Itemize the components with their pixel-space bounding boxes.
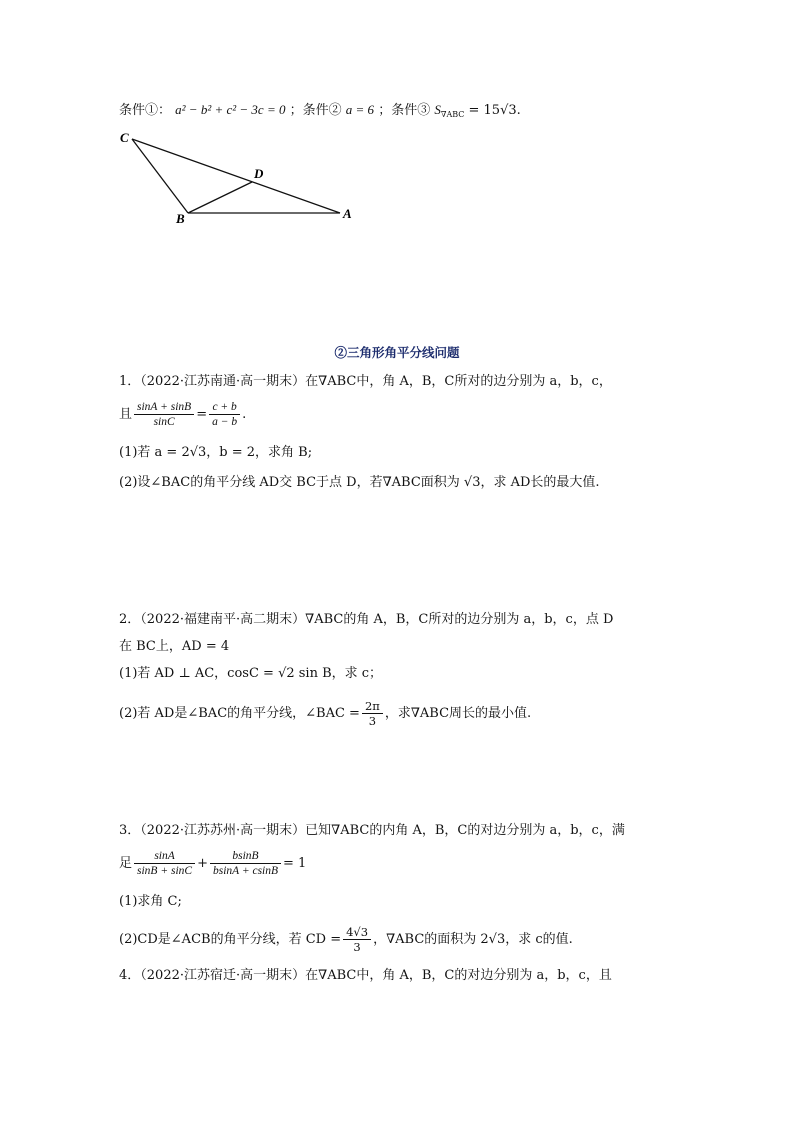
- equals-sign: =: [196, 407, 208, 422]
- problem-2-part-2: [119, 699, 531, 728]
- segment-BD: [188, 182, 252, 213]
- condition-1-expr: a² − b² + c² − 3c = 0: [175, 102, 286, 117]
- problem-2-line-2: 在 BC上，AD = 4: [119, 639, 230, 654]
- triangle-figure: [110, 125, 370, 235]
- condition-3-subscript: ∇ABC: [440, 110, 465, 119]
- fraction-denominator: a − b: [212, 416, 238, 428]
- fraction-denominator: 3: [353, 940, 361, 954]
- fraction-numerator: 2π: [362, 699, 383, 714]
- fraction-denominator: 3: [368, 714, 377, 728]
- problem-3-line-1: 3．（2022·江苏苏州·高一期末）已知∇ABC的内角 A，B，C的对边分别为 a，b，c，满: [119, 823, 625, 838]
- problem-1-fraction-left: [134, 400, 194, 429]
- problem-2-part-2-text: (2)若 AD是∠BAC的角平分线，∠BAC =: [119, 706, 360, 721]
- segment-CA: [132, 139, 340, 213]
- vertex-label-B: B: [176, 211, 185, 226]
- problem-3-zu: 足: [119, 856, 133, 871]
- problem-1-line-1: 1．（2022·江苏南通·高一期末）在∇ABC中，角 A，B，C所对的边分别为 a，b，c，: [119, 374, 612, 389]
- fraction-denominator: sinC: [153, 416, 175, 428]
- condition-sep-2: ；条件③: [378, 103, 431, 118]
- period: .: [242, 407, 247, 422]
- fraction-numerator: 4√3: [343, 925, 371, 940]
- fraction-denominator: bsinA + csinB: [212, 865, 279, 877]
- condition-3-value: = 15√3: [464, 103, 517, 118]
- problem-3-part-2: [119, 925, 573, 954]
- condition-sep-1: ；条件②: [289, 103, 342, 118]
- equals-one: = 1: [283, 856, 307, 871]
- problem-2-fraction: [362, 699, 383, 728]
- plus-sign: +: [197, 856, 208, 871]
- condition-1-label: 条件①：: [119, 103, 172, 118]
- section-title: ②三角形角平分线问题: [334, 345, 460, 360]
- segment-CB: [132, 139, 188, 213]
- problem-1-part-2: (2)设∠BAC的角平分线 AD交 BC于点 D，若∇ABC面积为 √3，求 AD长的最大值.: [119, 475, 600, 490]
- vertex-label-D: D: [254, 166, 264, 181]
- vertex-label-C: C: [120, 130, 129, 145]
- problem-3-fraction-2: [210, 849, 281, 878]
- fraction-numerator: sinA + sinB: [134, 400, 194, 415]
- problem-2-part-2-tail: ，求∇ABC周长的最小值.: [384, 706, 532, 721]
- problem-3-fraction: [343, 925, 371, 954]
- problem-3-part-2-text: (2)CD是∠ACB的角平分线，若 CD =: [119, 932, 342, 947]
- condition-3-area-symbol: S: [434, 102, 441, 117]
- fraction-numerator: bsinB: [210, 849, 281, 864]
- problem-3-part-2-tail: ，∇ABC的面积为 2√3，求 c的值.: [373, 932, 573, 947]
- problem-3-line-2: [119, 849, 306, 878]
- problem-1-fraction-right: [209, 400, 240, 429]
- condition-2-expr: a = 6: [345, 102, 375, 117]
- problem-2-part-1: (1)若 AD ⊥ AC，cosC = √2 sin B，求 c；: [119, 666, 383, 681]
- fraction-denominator: sinB + sinC: [137, 865, 193, 877]
- fraction-numerator: c + b: [209, 400, 240, 415]
- problem-3-part-1: (1)求角 C;: [119, 894, 182, 909]
- problem-1-qie: 且: [119, 407, 133, 422]
- condition-end: .: [516, 103, 521, 118]
- fraction-numerator: sinA: [134, 849, 195, 864]
- problem-1-part-1: (1)若 a = 2√3，b = 2，求角 B;: [119, 445, 313, 460]
- vertex-label-A: A: [343, 206, 352, 221]
- problem-3-fraction-1: [134, 849, 195, 878]
- problem-1-line-2: [119, 400, 246, 429]
- problem-2-line-1: 2．（2022·福建南平·高二期末）∇ABC的角 A，B，C所对的边分别为 a，b，c，点 D: [119, 612, 614, 627]
- conditions-line: [119, 101, 521, 124]
- problem-4-line-1: 4．（2022·江苏宿迁·高一期末）在∇ABC中，角 A，B，C的对边分别为 a，b，c，且: [119, 968, 612, 983]
